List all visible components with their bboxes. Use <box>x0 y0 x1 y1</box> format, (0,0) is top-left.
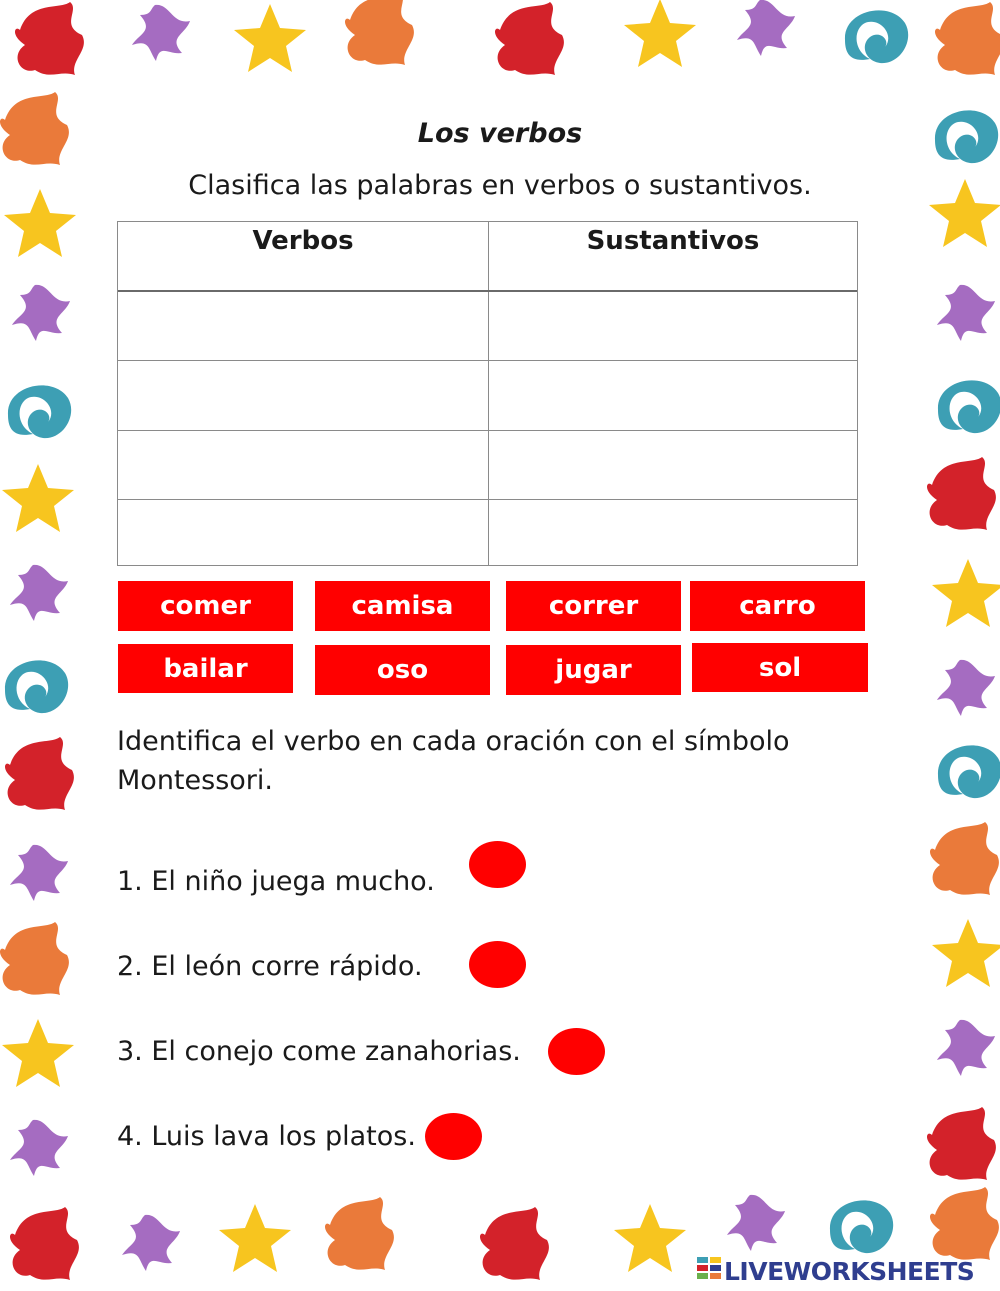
word-tile-correr[interactable]: correr <box>506 581 681 631</box>
liveworksheets-logo-text: LIVEWORKSHEETS <box>724 1256 975 1286</box>
montessori-verb-symbol-1[interactable] <box>469 841 526 888</box>
drop-cell-sustantivos-4[interactable] <box>489 500 859 566</box>
drop-cell-sustantivos-3[interactable] <box>489 431 859 499</box>
drop-cell-verbos-4[interactable] <box>118 500 488 566</box>
montessori-verb-symbol-4[interactable] <box>425 1113 482 1160</box>
sentence-3: 3. El conejo come zanahorias. <box>117 1036 521 1067</box>
classification-table <box>117 221 858 566</box>
sentence-2: 2. El león corre rápido. <box>117 951 423 982</box>
drop-cell-verbos-2[interactable] <box>118 361 488 430</box>
word-tile-sol[interactable]: sol <box>692 643 868 692</box>
word-tile-carro[interactable]: carro <box>690 581 865 631</box>
drop-cell-sustantivos-1[interactable] <box>489 292 859 360</box>
liveworksheets-logo <box>697 1254 974 1288</box>
word-tile-jugar[interactable]: jugar <box>506 645 681 695</box>
liveworksheets-logo-icon <box>697 1257 721 1285</box>
sentence-1: 1. El niño juega mucho. <box>117 866 435 897</box>
drop-cell-sustantivos-2[interactable] <box>489 361 859 430</box>
column-header-verbos: Verbos <box>252 226 354 256</box>
montessori-verb-symbol-2[interactable] <box>469 941 526 988</box>
drop-cell-verbos-1[interactable] <box>118 292 488 360</box>
drop-cell-verbos-3[interactable] <box>118 431 488 499</box>
word-tile-bailar[interactable]: bailar <box>118 644 293 693</box>
worksheet-title: Los verbos <box>417 118 583 149</box>
word-tile-camisa[interactable]: camisa <box>315 581 490 631</box>
word-tile-comer[interactable]: comer <box>118 581 293 631</box>
column-header-sustantivos: Sustantivos <box>586 226 760 256</box>
montessori-verb-symbol-3[interactable] <box>548 1028 605 1075</box>
word-tile-oso[interactable]: oso <box>315 645 490 695</box>
classify-instruction: Clasifica las palabras en verbos o sustantivos. <box>188 170 812 201</box>
sentence-4: 4. Luis lava los platos. <box>117 1121 416 1152</box>
identify-instruction: Identifica el verbo en cada oración con el símbolo Montessori. <box>117 726 790 796</box>
